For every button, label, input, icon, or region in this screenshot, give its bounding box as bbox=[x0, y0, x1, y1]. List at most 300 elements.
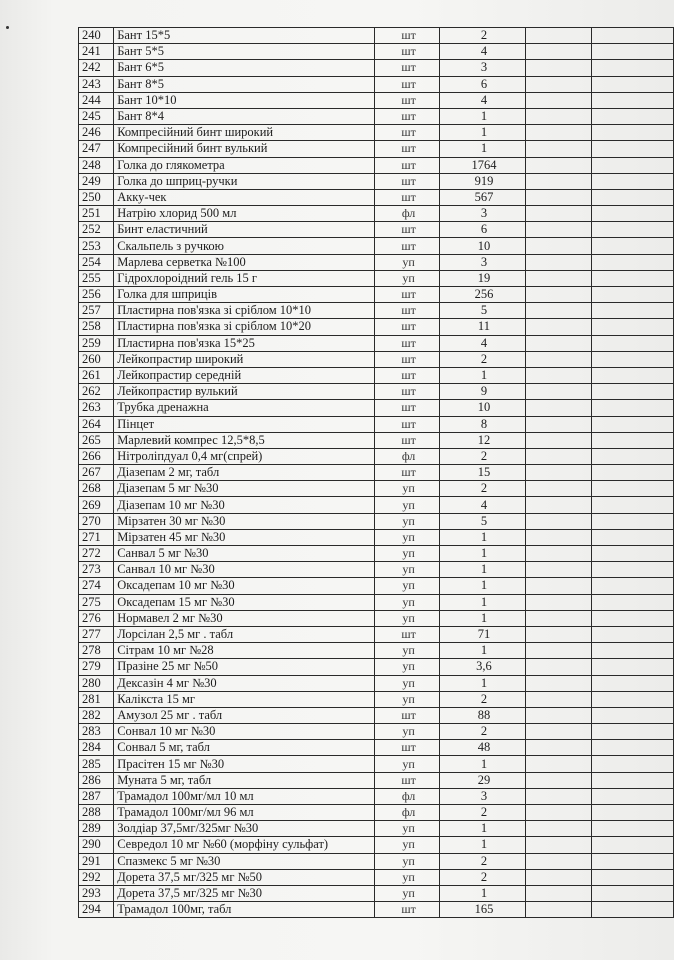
item-unit: шт bbox=[374, 367, 439, 383]
item-unit: шт bbox=[374, 626, 439, 642]
item-name: Дорета 37,5 мг/325 мг №30 bbox=[114, 885, 375, 901]
inventory-table-body bbox=[79, 28, 674, 918]
item-name: Прасітен 15 мг №30 bbox=[114, 756, 375, 772]
row-number: 261 bbox=[79, 367, 114, 383]
empty-cell bbox=[525, 805, 591, 821]
item-unit: шт bbox=[374, 92, 439, 108]
empty-cell bbox=[591, 659, 673, 675]
item-name: Мірзатен 30 мг №30 bbox=[114, 513, 375, 529]
row-number: 244 bbox=[79, 92, 114, 108]
empty-cell bbox=[525, 319, 591, 335]
item-quantity: 2 bbox=[440, 805, 525, 821]
item-unit: шт bbox=[374, 465, 439, 481]
item-quantity: 1 bbox=[440, 562, 525, 578]
row-number: 263 bbox=[79, 400, 114, 416]
table-row bbox=[79, 173, 674, 189]
item-quantity: 2 bbox=[440, 351, 525, 367]
item-quantity: 1 bbox=[440, 594, 525, 610]
item-unit: уп bbox=[374, 481, 439, 497]
table-row bbox=[79, 578, 674, 594]
item-unit: шт bbox=[374, 303, 439, 319]
item-unit: шт bbox=[374, 238, 439, 254]
item-quantity: 1 bbox=[440, 610, 525, 626]
table-row bbox=[79, 448, 674, 464]
table-row bbox=[79, 189, 674, 205]
table-row bbox=[79, 610, 674, 626]
item-name: Лейкопрастир середній bbox=[114, 367, 375, 383]
item-unit: шт bbox=[374, 141, 439, 157]
empty-cell bbox=[525, 125, 591, 141]
empty-cell bbox=[591, 465, 673, 481]
item-quantity: 2 bbox=[440, 853, 525, 869]
item-name: Бант 8*5 bbox=[114, 76, 375, 92]
table-row bbox=[79, 432, 674, 448]
item-quantity: 88 bbox=[440, 707, 525, 723]
row-number: 271 bbox=[79, 529, 114, 545]
empty-cell bbox=[591, 351, 673, 367]
item-name: Сонвал 10 мг №30 bbox=[114, 724, 375, 740]
item-unit: шт bbox=[374, 60, 439, 76]
item-unit: шт bbox=[374, 432, 439, 448]
item-name: Спазмекс 5 мг №30 bbox=[114, 853, 375, 869]
row-number: 276 bbox=[79, 610, 114, 626]
empty-cell bbox=[525, 837, 591, 853]
item-unit: уп bbox=[374, 270, 439, 286]
table-row bbox=[79, 740, 674, 756]
table-row bbox=[79, 254, 674, 270]
empty-cell bbox=[525, 303, 591, 319]
empty-cell bbox=[591, 60, 673, 76]
item-unit: уп bbox=[374, 724, 439, 740]
empty-cell bbox=[591, 772, 673, 788]
table-row bbox=[79, 546, 674, 562]
empty-cell bbox=[525, 335, 591, 351]
item-name: Пластирна пов'язка 15*25 bbox=[114, 335, 375, 351]
item-name: Оксадепам 10 мг №30 bbox=[114, 578, 375, 594]
empty-cell bbox=[591, 367, 673, 383]
empty-cell bbox=[525, 448, 591, 464]
row-number: 266 bbox=[79, 448, 114, 464]
item-quantity: 8 bbox=[440, 416, 525, 432]
item-unit: уп bbox=[374, 546, 439, 562]
ink-dot bbox=[6, 26, 9, 29]
item-quantity: 256 bbox=[440, 287, 525, 303]
table-row bbox=[79, 643, 674, 659]
empty-cell bbox=[591, 303, 673, 319]
item-unit: уп bbox=[374, 643, 439, 659]
table-row bbox=[79, 481, 674, 497]
table-row bbox=[79, 92, 674, 108]
table-row bbox=[79, 44, 674, 60]
row-number: 264 bbox=[79, 416, 114, 432]
empty-cell bbox=[525, 788, 591, 804]
table-row bbox=[79, 853, 674, 869]
item-unit: шт bbox=[374, 707, 439, 723]
item-quantity: 5 bbox=[440, 303, 525, 319]
empty-cell bbox=[591, 335, 673, 351]
item-quantity: 12 bbox=[440, 432, 525, 448]
empty-cell bbox=[591, 562, 673, 578]
item-unit: фл bbox=[374, 805, 439, 821]
empty-cell bbox=[591, 125, 673, 141]
empty-cell bbox=[525, 497, 591, 513]
item-name: Бант 15*5 bbox=[114, 28, 375, 44]
item-name: Діазепам 2 мг, табл bbox=[114, 465, 375, 481]
item-quantity: 71 bbox=[440, 626, 525, 642]
empty-cell bbox=[525, 189, 591, 205]
item-quantity: 9 bbox=[440, 384, 525, 400]
empty-cell bbox=[591, 610, 673, 626]
row-number: 252 bbox=[79, 222, 114, 238]
row-number: 268 bbox=[79, 481, 114, 497]
item-unit: шт bbox=[374, 400, 439, 416]
item-name: Компресійний бинт вулький bbox=[114, 141, 375, 157]
item-name: Дорета 37,5 мг/325 мг №50 bbox=[114, 869, 375, 885]
item-name: Сітрам 10 мг №28 bbox=[114, 643, 375, 659]
item-name: Бант 6*5 bbox=[114, 60, 375, 76]
table-row bbox=[79, 270, 674, 286]
empty-cell bbox=[525, 902, 591, 918]
empty-cell bbox=[591, 44, 673, 60]
row-number: 281 bbox=[79, 691, 114, 707]
empty-cell bbox=[525, 44, 591, 60]
row-number: 259 bbox=[79, 335, 114, 351]
item-name: Лорсілан 2,5 мг . табл bbox=[114, 626, 375, 642]
table-row bbox=[79, 707, 674, 723]
table-row bbox=[79, 562, 674, 578]
table-row bbox=[79, 594, 674, 610]
item-unit: уп bbox=[374, 529, 439, 545]
item-quantity: 2 bbox=[440, 481, 525, 497]
item-quantity: 1 bbox=[440, 529, 525, 545]
item-quantity: 4 bbox=[440, 44, 525, 60]
row-number: 289 bbox=[79, 821, 114, 837]
empty-cell bbox=[591, 287, 673, 303]
table-row bbox=[79, 335, 674, 351]
row-number: 262 bbox=[79, 384, 114, 400]
table-row bbox=[79, 76, 674, 92]
item-unit: шт bbox=[374, 76, 439, 92]
item-quantity: 4 bbox=[440, 92, 525, 108]
empty-cell bbox=[525, 772, 591, 788]
row-number: 242 bbox=[79, 60, 114, 76]
item-unit: уп bbox=[374, 594, 439, 610]
table-row bbox=[79, 319, 674, 335]
item-name: Трамадол 100мг/мл 96 мл bbox=[114, 805, 375, 821]
item-unit: шт bbox=[374, 335, 439, 351]
item-unit: уп bbox=[374, 691, 439, 707]
item-quantity: 15 bbox=[440, 465, 525, 481]
item-unit: уп bbox=[374, 853, 439, 869]
item-quantity: 29 bbox=[440, 772, 525, 788]
empty-cell bbox=[525, 594, 591, 610]
empty-cell bbox=[525, 367, 591, 383]
empty-cell bbox=[525, 513, 591, 529]
empty-cell bbox=[591, 529, 673, 545]
empty-cell bbox=[591, 206, 673, 222]
item-name: Скальпель з ручкою bbox=[114, 238, 375, 254]
row-number: 267 bbox=[79, 465, 114, 481]
row-number: 278 bbox=[79, 643, 114, 659]
empty-cell bbox=[525, 400, 591, 416]
item-name: Севредол 10 мг №60 (морфіну сульфат) bbox=[114, 837, 375, 853]
table-row bbox=[79, 238, 674, 254]
row-number: 280 bbox=[79, 675, 114, 691]
item-quantity: 567 bbox=[440, 189, 525, 205]
table-row bbox=[79, 367, 674, 383]
item-quantity: 1 bbox=[440, 756, 525, 772]
row-number: 241 bbox=[79, 44, 114, 60]
table-row bbox=[79, 902, 674, 918]
table-row bbox=[79, 869, 674, 885]
item-quantity: 1 bbox=[440, 821, 525, 837]
item-name: Калікста 15 мг bbox=[114, 691, 375, 707]
item-name: Дексазін 4 мг №30 bbox=[114, 675, 375, 691]
empty-cell bbox=[591, 481, 673, 497]
table-row bbox=[79, 28, 674, 44]
item-name: Пластирна пов'язка зі сріблом 10*20 bbox=[114, 319, 375, 335]
item-name: Трамадол 100мг, табл bbox=[114, 902, 375, 918]
row-number: 260 bbox=[79, 351, 114, 367]
row-number: 282 bbox=[79, 707, 114, 723]
item-name: Пінцет bbox=[114, 416, 375, 432]
item-name: Діазепам 10 мг №30 bbox=[114, 497, 375, 513]
empty-cell bbox=[591, 238, 673, 254]
table-row bbox=[79, 772, 674, 788]
empty-cell bbox=[591, 740, 673, 756]
item-name: Золдіар 37,5мг/325мг №30 bbox=[114, 821, 375, 837]
row-number: 290 bbox=[79, 837, 114, 853]
table-row bbox=[79, 351, 674, 367]
empty-cell bbox=[525, 675, 591, 691]
table-row bbox=[79, 837, 674, 853]
empty-cell bbox=[591, 448, 673, 464]
empty-cell bbox=[525, 626, 591, 642]
item-unit: шт bbox=[374, 189, 439, 205]
empty-cell bbox=[591, 384, 673, 400]
item-unit: уп bbox=[374, 562, 439, 578]
empty-cell bbox=[591, 189, 673, 205]
empty-cell bbox=[525, 222, 591, 238]
empty-cell bbox=[591, 902, 673, 918]
item-name: Діазепам 5 мг №30 bbox=[114, 481, 375, 497]
item-quantity: 1 bbox=[440, 885, 525, 901]
empty-cell bbox=[591, 28, 673, 44]
empty-cell bbox=[525, 254, 591, 270]
empty-cell bbox=[525, 691, 591, 707]
item-quantity: 48 bbox=[440, 740, 525, 756]
row-number: 292 bbox=[79, 869, 114, 885]
table-row bbox=[79, 626, 674, 642]
item-quantity: 6 bbox=[440, 76, 525, 92]
item-unit: уп bbox=[374, 513, 439, 529]
row-number: 294 bbox=[79, 902, 114, 918]
empty-cell bbox=[591, 788, 673, 804]
empty-cell bbox=[591, 108, 673, 124]
item-unit: уп bbox=[374, 497, 439, 513]
item-unit: уп bbox=[374, 885, 439, 901]
empty-cell bbox=[591, 643, 673, 659]
item-quantity: 3 bbox=[440, 788, 525, 804]
item-quantity: 1 bbox=[440, 108, 525, 124]
item-quantity: 2 bbox=[440, 691, 525, 707]
row-number: 255 bbox=[79, 270, 114, 286]
row-number: 270 bbox=[79, 513, 114, 529]
item-quantity: 1764 bbox=[440, 157, 525, 173]
item-name: Голка до глякометра bbox=[114, 157, 375, 173]
row-number: 286 bbox=[79, 772, 114, 788]
item-unit: уп bbox=[374, 869, 439, 885]
item-name: Бант 8*4 bbox=[114, 108, 375, 124]
row-number: 249 bbox=[79, 173, 114, 189]
empty-cell bbox=[591, 513, 673, 529]
empty-cell bbox=[591, 497, 673, 513]
empty-cell bbox=[591, 691, 673, 707]
item-quantity: 3 bbox=[440, 206, 525, 222]
empty-cell bbox=[525, 756, 591, 772]
table-row bbox=[79, 60, 674, 76]
item-unit: шт bbox=[374, 28, 439, 44]
empty-cell bbox=[525, 885, 591, 901]
item-name: Бант 10*10 bbox=[114, 92, 375, 108]
table-row bbox=[79, 287, 674, 303]
row-number: 275 bbox=[79, 594, 114, 610]
empty-cell bbox=[591, 141, 673, 157]
item-quantity: 5 bbox=[440, 513, 525, 529]
table-row bbox=[79, 788, 674, 804]
row-number: 273 bbox=[79, 562, 114, 578]
table-row bbox=[79, 303, 674, 319]
empty-cell bbox=[525, 351, 591, 367]
empty-cell bbox=[525, 76, 591, 92]
empty-cell bbox=[591, 853, 673, 869]
empty-cell bbox=[525, 643, 591, 659]
item-quantity: 10 bbox=[440, 238, 525, 254]
item-quantity: 919 bbox=[440, 173, 525, 189]
item-unit: фл bbox=[374, 448, 439, 464]
empty-cell bbox=[525, 173, 591, 189]
empty-cell bbox=[525, 481, 591, 497]
empty-cell bbox=[591, 869, 673, 885]
item-quantity: 165 bbox=[440, 902, 525, 918]
row-number: 272 bbox=[79, 546, 114, 562]
item-unit: шт bbox=[374, 157, 439, 173]
empty-cell bbox=[591, 319, 673, 335]
empty-cell bbox=[525, 853, 591, 869]
empty-cell bbox=[591, 157, 673, 173]
empty-cell bbox=[525, 546, 591, 562]
empty-cell bbox=[525, 724, 591, 740]
item-unit: шт bbox=[374, 173, 439, 189]
row-number: 283 bbox=[79, 724, 114, 740]
row-number: 247 bbox=[79, 141, 114, 157]
row-number: 284 bbox=[79, 740, 114, 756]
item-name: Голка для шприців bbox=[114, 287, 375, 303]
row-number: 274 bbox=[79, 578, 114, 594]
row-number: 256 bbox=[79, 287, 114, 303]
empty-cell bbox=[591, 254, 673, 270]
item-quantity: 1 bbox=[440, 141, 525, 157]
table-row bbox=[79, 384, 674, 400]
empty-cell bbox=[591, 173, 673, 189]
empty-cell bbox=[525, 141, 591, 157]
empty-cell bbox=[591, 837, 673, 853]
row-number: 277 bbox=[79, 626, 114, 642]
row-number: 285 bbox=[79, 756, 114, 772]
item-name: Нормавел 2 мг №30 bbox=[114, 610, 375, 626]
row-number: 265 bbox=[79, 432, 114, 448]
item-unit: шт bbox=[374, 416, 439, 432]
table-row bbox=[79, 756, 674, 772]
item-unit: шт bbox=[374, 384, 439, 400]
item-unit: уп bbox=[374, 254, 439, 270]
empty-cell bbox=[591, 400, 673, 416]
row-number: 245 bbox=[79, 108, 114, 124]
empty-cell bbox=[591, 222, 673, 238]
item-unit: шт bbox=[374, 44, 439, 60]
item-unit: шт bbox=[374, 287, 439, 303]
item-name: Сонвал 5 мг, табл bbox=[114, 740, 375, 756]
inventory-table bbox=[78, 27, 674, 918]
item-quantity: 19 bbox=[440, 270, 525, 286]
empty-cell bbox=[525, 465, 591, 481]
empty-cell bbox=[525, 206, 591, 222]
item-name: Санвал 5 мг №30 bbox=[114, 546, 375, 562]
row-number: 287 bbox=[79, 788, 114, 804]
item-quantity: 3 bbox=[440, 254, 525, 270]
item-name: Гідрохлороідний гель 15 г bbox=[114, 270, 375, 286]
item-quantity: 2 bbox=[440, 28, 525, 44]
item-name: Трамадол 100мг/мл 10 мл bbox=[114, 788, 375, 804]
item-unit: шт bbox=[374, 772, 439, 788]
table-row bbox=[79, 125, 674, 141]
item-quantity: 3,6 bbox=[440, 659, 525, 675]
table-row bbox=[79, 416, 674, 432]
empty-cell bbox=[525, 869, 591, 885]
item-quantity: 10 bbox=[440, 400, 525, 416]
item-unit: уп bbox=[374, 837, 439, 853]
item-unit: шт bbox=[374, 740, 439, 756]
item-name: Бант 5*5 bbox=[114, 44, 375, 60]
empty-cell bbox=[525, 157, 591, 173]
item-unit: шт bbox=[374, 351, 439, 367]
table-row bbox=[79, 513, 674, 529]
table-row bbox=[79, 885, 674, 901]
item-unit: шт bbox=[374, 108, 439, 124]
empty-cell bbox=[591, 805, 673, 821]
table-row bbox=[79, 821, 674, 837]
table-row bbox=[79, 805, 674, 821]
table-row bbox=[79, 157, 674, 173]
item-name: Марлева серветка №100 bbox=[114, 254, 375, 270]
empty-cell bbox=[525, 432, 591, 448]
item-unit: уп bbox=[374, 821, 439, 837]
empty-cell bbox=[525, 384, 591, 400]
empty-cell bbox=[525, 28, 591, 44]
row-number: 279 bbox=[79, 659, 114, 675]
item-name: Бинт еластичний bbox=[114, 222, 375, 238]
item-unit: шт bbox=[374, 319, 439, 335]
item-name: Амузол 25 мг . табл bbox=[114, 707, 375, 723]
empty-cell bbox=[591, 707, 673, 723]
empty-cell bbox=[591, 432, 673, 448]
item-quantity: 3 bbox=[440, 60, 525, 76]
row-number: 293 bbox=[79, 885, 114, 901]
empty-cell bbox=[591, 724, 673, 740]
empty-cell bbox=[525, 92, 591, 108]
row-number: 246 bbox=[79, 125, 114, 141]
table-row bbox=[79, 675, 674, 691]
